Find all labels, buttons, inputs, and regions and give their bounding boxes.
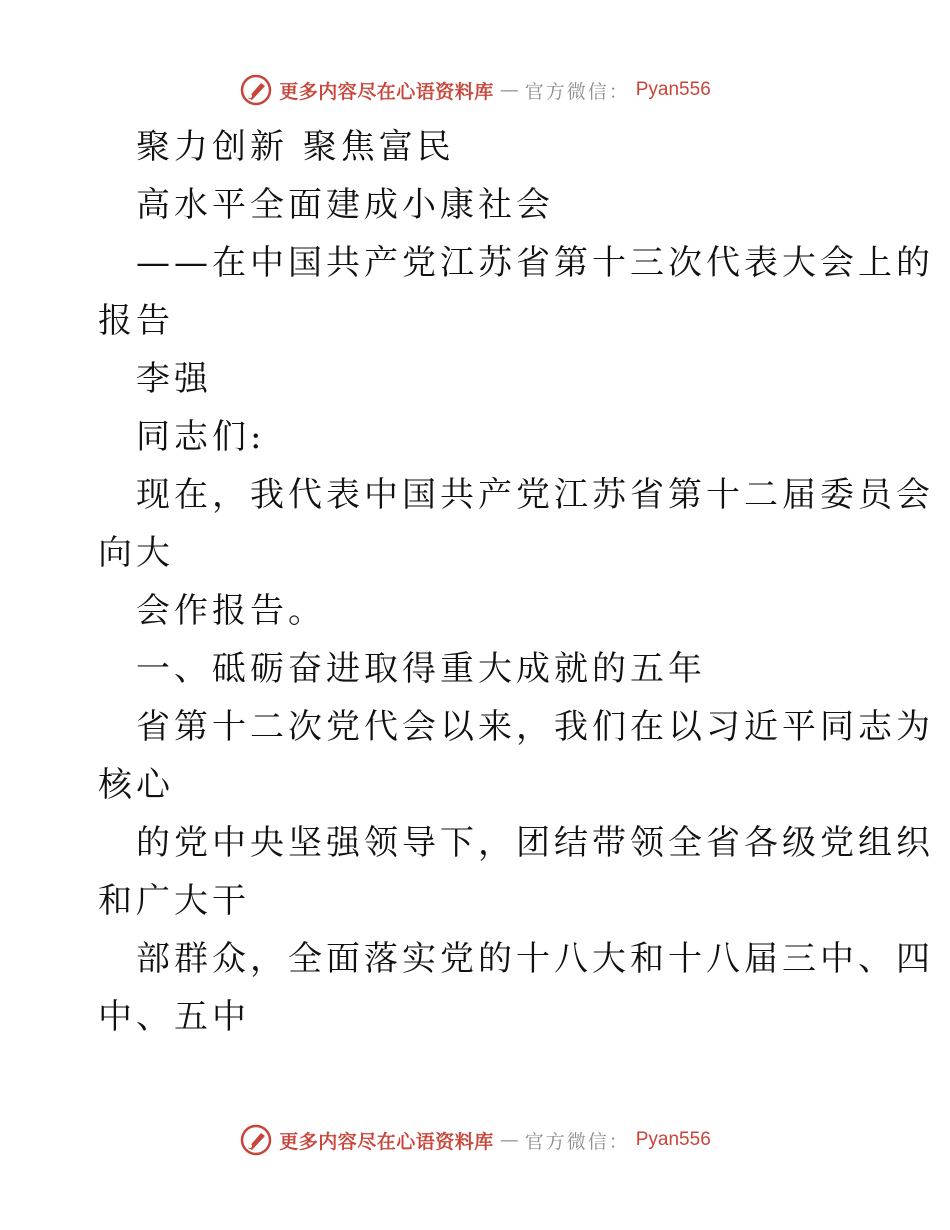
header-watermark <box>0 70 950 110</box>
paragraph-line: 向大 <box>98 533 174 573</box>
document-body <box>98 118 934 1046</box>
doc-subtitle-line-2: 报告 <box>98 301 174 341</box>
watermark-separator: — <box>499 1129 519 1151</box>
section-heading: 一、砥砺奋进取得重大成就的五年 <box>136 649 706 689</box>
paragraph-line: 和广大干 <box>98 881 250 921</box>
watermark-text: 更多内容尽在心语资料库 <box>279 1130 494 1153</box>
paragraph-line: 部群众，全面落实党的十八大和十八届三中、四 <box>136 939 934 979</box>
doc-subtitle-line-1: ——在中国共产党江苏省第十三次代表大会上的 <box>136 243 934 283</box>
doc-salutation: 同志们: <box>136 417 266 457</box>
paragraph-line: 的党中央坚强领导下，团结带领全省各级党组织 <box>136 823 934 863</box>
doc-title-line-2: 高水平全面建成小康社会 <box>136 185 554 225</box>
watermark-id: Pyan556 <box>635 1129 711 1150</box>
watermark-subtitle: 官方微信： <box>524 80 630 103</box>
paragraph-line: 中、五中 <box>98 997 250 1037</box>
doc-author: 李强 <box>136 359 212 399</box>
watermark-separator: — <box>499 79 519 101</box>
paragraph-line: 核心 <box>98 765 174 805</box>
footer-watermark <box>0 1120 950 1160</box>
watermark-text: 更多内容尽在心语资料库 <box>279 80 494 103</box>
paragraph-line: 现在，我代表中国共产党江苏省第十二届委员会 <box>136 475 934 515</box>
watermark-id: Pyan556 <box>635 79 711 100</box>
watermark-subtitle: 官方微信： <box>524 1130 630 1153</box>
pen-logo-icon <box>239 1123 273 1157</box>
pen-logo-icon <box>239 73 273 107</box>
paragraph-line: 会作报告。 <box>136 591 326 631</box>
doc-title-line-1: 聚力创新 聚焦富民 <box>136 127 455 167</box>
paragraph-line: 省第十二次党代会以来，我们在以习近平同志为 <box>136 707 934 747</box>
